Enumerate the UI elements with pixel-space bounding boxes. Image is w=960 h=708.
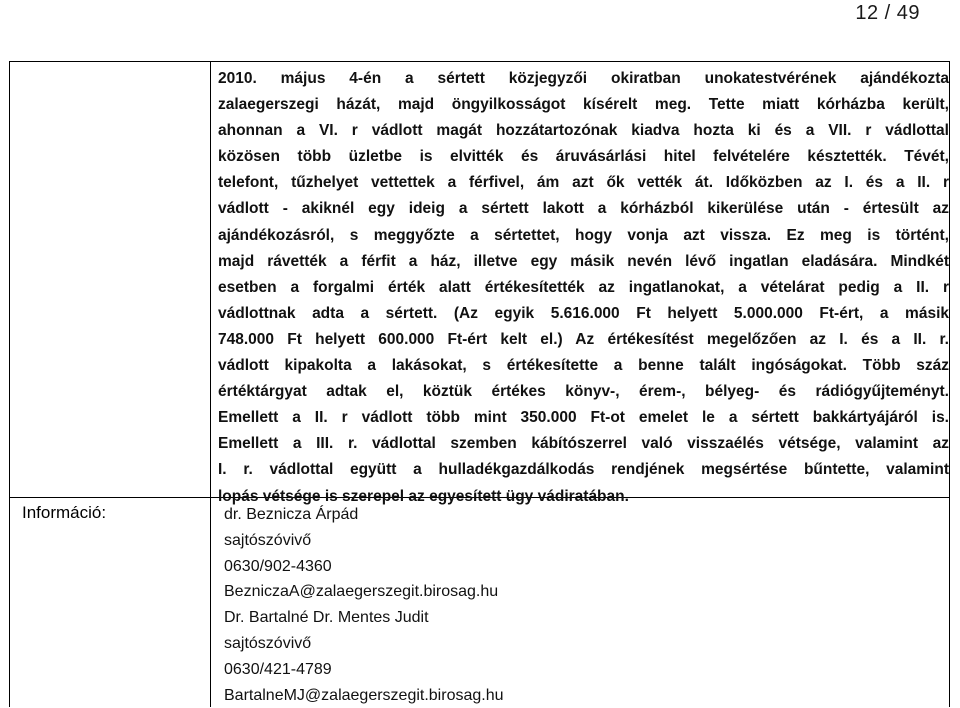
phone-number: 0630/421-4789 bbox=[224, 660, 332, 678]
spokesperson-title: sajtószóvivő bbox=[224, 634, 312, 652]
text-line: 2010. május 4-én a sértett közjegyzői okiratban unokatestvérének ajándékozta bbox=[218, 70, 949, 87]
spokesperson-title: sajtószóvivő bbox=[224, 531, 312, 549]
text-line: zalaegerszegi házát, majd öngyilkosságot kísérelt meg. Tette miatt kórházba került, bbox=[218, 96, 949, 114]
text-line: vádlottnak adta a sértett. (Az egyik 5.616.000 Ft helyett 5.000.000 Ft-ért, a másik bbox=[218, 304, 949, 322]
case-description bbox=[218, 66, 949, 510]
email-address: BartalneMJ@zalaegerszegit.birosag.hu bbox=[224, 686, 504, 704]
spokesperson-name: Dr. Bartalné Dr. Mentes Judit bbox=[224, 609, 429, 627]
text-line: ajándékozásról, s meggyőzte a sértettet, hogy vonja azt vissza. Ez meg is történt, bbox=[218, 226, 949, 244]
info-label: Információ: bbox=[22, 503, 107, 522]
text-line: I. r. vádlottal együtt a hulladékgazdálkodás rendjének megsértése bűntette, valamint bbox=[218, 461, 949, 479]
content-table bbox=[9, 61, 950, 707]
text-line: majd rávették a férfit a ház, illetve egy másik nevén lévő ingatlan eladására. Mindkét bbox=[218, 252, 949, 270]
text-line: közösen több üzletbe is elvitték és áruvásárlási hitel felvételére késztették. Tévét, bbox=[218, 148, 949, 166]
column-divider bbox=[210, 62, 211, 707]
text-line: lopás vétsége is szerepel az egyesített ügy vádiratában. bbox=[218, 487, 629, 505]
text-line: Emellett a II. r vádlott több mint 350.000 Ft-ot emelet le a sértett bakkártyájáról is. bbox=[218, 409, 949, 427]
spokesperson-name: dr. Beznicza Árpád bbox=[224, 506, 359, 523]
text-line: értéktárgyat adtak el, köztük értékes könyv-, érem-, bélyeg- és rádiógyűjteményt. bbox=[218, 383, 949, 401]
text-line: esetben a forgalmi érték alatt értékesítették az ingatlanokat, a vételárat pedig a II. r bbox=[218, 278, 949, 296]
phone-number: 0630/902-4360 bbox=[224, 557, 332, 575]
text-line: vádlott - akiknél egy ideig a sértett lakott a kórházból kikerülése után - értesült az bbox=[218, 200, 949, 218]
email-address: BezniczaA@zalaegerszegit.birosag.hu bbox=[224, 583, 499, 601]
contact-block bbox=[224, 502, 504, 708]
text-line: Emellett a III. r. vádlottal szemben kábítószerrel való visszaélés vétsége, valamint az bbox=[218, 435, 949, 453]
text-line: ahonnan a VI. r vádlott magát hozzátartozónak kiadva hozta ki és a VII. r vádlottal bbox=[218, 122, 949, 140]
text-line: 748.000 Ft helyett 600.000 Ft-ért kelt el.) Az értékesítést megelőzően az I. és a II. r. bbox=[218, 330, 949, 348]
text-line: vádlott kipakolta a lakásokat, s értékesítette a benne talált ingóságokat. Több száz bbox=[218, 357, 949, 375]
page-number: 12 / 49 bbox=[855, 2, 920, 24]
text-line: telefont, tűzhelyet vettettek a férfivel, ám azt ők vették át. Időközben az I. és a II. r bbox=[218, 174, 949, 192]
